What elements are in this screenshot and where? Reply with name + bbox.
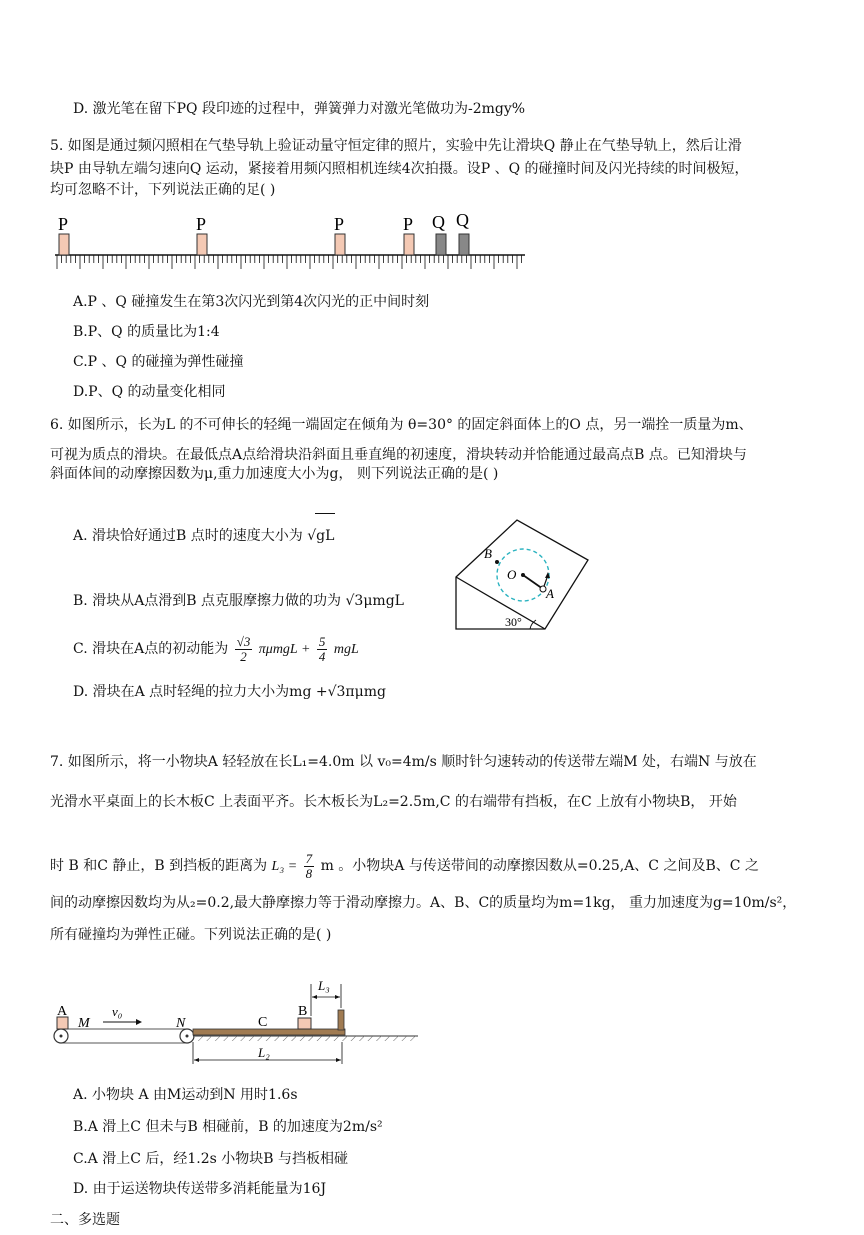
q7-stem-line-2: 光滑水平桌面上的长木板C 上表面平齐。长木板长为L₂=2.5m,C 的右端带有挡板，在C 上放有小物块B， 开始 — [50, 794, 737, 810]
q5-stem-line-1: 5. 如图是通过频闪照相在气垫导轨上验证动量守恒定律的照片，实验中先让滑块Q 静止在气垫导轨上，然后让滑 — [50, 138, 742, 154]
q7-stem-line-1: 7. 如图所示，将一小物块A 轻轻放在长L₁=4.0m 以 v₀=4m/s 顺时针匀速转动的传送带左端M 处，右端N 与放在 — [50, 754, 757, 770]
q5-option-a: A.P 、Q 碰撞发生在第3次闪光到第4次闪光的正中间时刻 — [73, 294, 430, 310]
label-q-1: Q — [432, 212, 445, 232]
label-a: A — [546, 586, 554, 601]
q5-stem-line-3: 均可忽略不计，下列说法正确的足( ) — [50, 182, 276, 198]
label-angle: 30° — [505, 615, 522, 629]
q7-line3-suffix: m 。小物块A 与传送带间的动摩擦因数从=0.25,A、C 之间及B、C 之 — [320, 858, 759, 874]
q6-option-d: D. 滑块在A 点时轻绳的拉力大小为mg +√3πμmg — [73, 684, 386, 700]
q6-stem-line-1: 6. 如图所示，长为L 的不可伸长的轻绳一端固定在倾角为 θ=30° 的固定斜面体上的O 点，另一端拴一质量为m、 — [50, 417, 753, 433]
label-l2: L₂ — [258, 1045, 270, 1060]
label-a: A — [57, 1004, 68, 1019]
label-q-2: Q — [456, 210, 469, 230]
label-p-4: P — [403, 214, 414, 234]
q6-option-c-prefix: C. 滑块在A点的初动能为 — [73, 641, 229, 657]
q5-option-d: D.P、Q 的动量变化相同 — [73, 384, 226, 400]
label-o: O — [507, 567, 517, 582]
label-p-1: P — [58, 214, 69, 234]
q7-option-b: B.A 滑上C 但未与B 相碰前，B 的加速度为2m/s² — [73, 1119, 383, 1135]
label-b: B — [484, 546, 492, 561]
l3-arrow-right — [335, 995, 340, 999]
label-c: C — [258, 1015, 268, 1030]
label-m: M — [78, 1016, 90, 1031]
l3-arrow-left — [312, 995, 317, 999]
q5-option-c: C.P 、Q 的碰撞为弹性碰撞 — [73, 354, 244, 370]
q4-option-d: D. 激光笔在留下PQ 段印迹的过程中，弹簧弹力对激光笔做功为-2mgy% — [73, 101, 526, 117]
l2-arrow-left — [194, 1058, 199, 1062]
q7-option-c: C.A 滑上C 后，经1.2s 小物块B 与挡板相碰 — [73, 1151, 349, 1167]
q6-option-c-mid: πμmgL + — [258, 642, 311, 657]
pulley-right-axle — [186, 1035, 189, 1038]
label-p-2: P — [196, 214, 207, 234]
board-stopper — [338, 1010, 344, 1030]
q7-line3-prefix: 时 B 和C 静止，B 到挡板的距离为 — [50, 858, 268, 874]
label-v0: v₀ — [112, 1004, 123, 1019]
q6-option-a: A. 滑块恰好通过B 点时的速度大小为 √gL — [73, 528, 335, 544]
l3-denominator: 8 — [305, 865, 313, 881]
l2-arrow-right — [336, 1058, 341, 1062]
label-n: N — [176, 1016, 186, 1031]
q7-stem-line-5: 所有碰撞均为弹性正碰。下列说法正确的是( ) — [50, 927, 332, 943]
q7-option-a: A. 小物块 A 由M运动到N 用时1.6s — [73, 1087, 298, 1103]
l3-numerator: 7 — [305, 850, 313, 866]
q5-stem-line-2: 块P 由导轨左端匀速向Q 运动，紧接着用频闪照相机连续4次拍摄。设P 、Q 的碰撞时间及闪光持续的时间极短， — [50, 161, 749, 177]
q6-stem-line-3: 斜面体间的动摩擦因数为μ,重力加速度大小为g， 则下列说法正确的是( ) — [50, 466, 499, 482]
q6-option-b: B. 滑块从A点滑到B 点克服摩擦力做的功为 √3μmgL — [73, 593, 404, 609]
q6-stem-line-2: 可视为质点的滑块。在最低点A点给滑块沿斜面且垂直绳的初速度，滑块转动并恰能通过最高点B 点。已知滑块与 — [50, 447, 747, 463]
frac1-numerator: √3 — [236, 633, 251, 649]
q7-line3-var: L₃ = — [271, 859, 298, 874]
label-b: B — [298, 1004, 308, 1019]
block-b — [298, 1018, 311, 1029]
section-title: 二、多选题 — [50, 1212, 120, 1228]
label-p-3: P — [334, 214, 345, 234]
q5-option-b: B.P、Q 的质量比为1:4 — [73, 324, 220, 340]
frac2-denominator: 4 — [318, 648, 326, 664]
frac1-denominator: 2 — [240, 648, 247, 664]
pulley-left-axle — [60, 1035, 63, 1038]
frac2-numerator: 5 — [318, 633, 326, 649]
label-l3: L₃ — [318, 978, 330, 993]
table-hatch — [193, 1036, 418, 1041]
board-c — [193, 1029, 345, 1035]
q6-option-c-tail: mgL — [333, 642, 359, 657]
q7-stem-line-4: 间的动摩擦因数均为从₂=0.2,最大静摩擦力等于滑动摩擦力。A、B、C的质量均为m=1kg， 重力加速度为g=10m/s²， — [50, 895, 797, 911]
v0-arrowhead — [136, 1019, 142, 1025]
q7-option-d: D. 由于运送物块传送带多消耗能量为16J — [73, 1181, 327, 1197]
